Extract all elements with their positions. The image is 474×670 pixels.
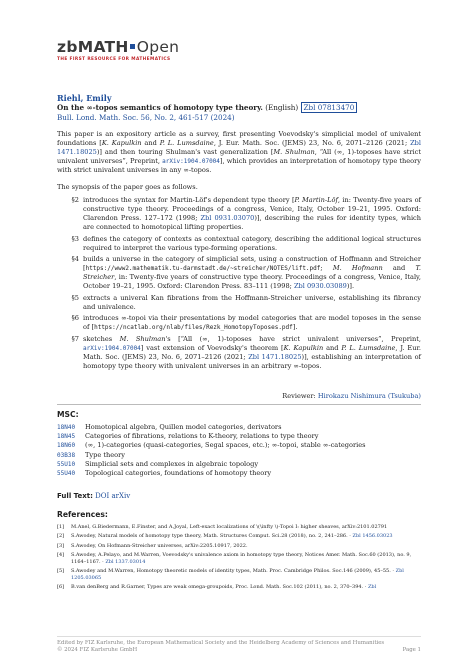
zbl-link[interactable]: Zbl 1456.03023 <box>352 533 393 540</box>
section-description <box>83 294 421 312</box>
cited-author: T. Streicher <box>83 264 421 282</box>
text-run: S.Awodey, Natural models of homotopy type theory, Math. Structures Comput. Sci.28 (2018), no. 2, 241–286. · <box>71 533 353 540</box>
section-number: §3 <box>71 234 79 243</box>
text-run: , J. Eur. Math. Soc. (JEMS) 23, No. 6, 2071–2126 (2021; <box>213 139 411 147</box>
zbl-link[interactable]: Zbl 0931.03070 <box>200 214 255 222</box>
synopsis-item <box>57 196 421 232</box>
logo-brand-suffix: Open <box>136 38 180 56</box>
title-line <box>57 103 357 112</box>
msc-code-link[interactable]: 03B38 <box>57 451 76 459</box>
url-text: https://www2.mathematik.tu-darmstadt.de/~streicher/NOTES/lift.pdf <box>85 265 321 273</box>
synopsis-item <box>57 335 421 371</box>
footer-page-number: Page 1 <box>402 647 421 653</box>
msc-code-link[interactable]: 18N60 <box>57 442 76 450</box>
synopsis-item <box>57 235 421 253</box>
arxiv-link[interactable]: arXiv <box>111 492 131 500</box>
logo-brand: zbMATH <box>57 38 129 56</box>
synopsis-list <box>57 196 421 374</box>
text-run: extracts a univeral Kan fibrations from the Hoffmann-Streicher universe, establishing its fibrancy and univalence. <box>83 293 421 311</box>
msc-code-link[interactable]: 18N45 <box>57 433 76 441</box>
author-name[interactable]: Riehl, Emily <box>57 93 112 103</box>
cited-author: K. Kapulkin <box>101 139 142 147</box>
section-number: §4 <box>71 255 79 264</box>
page-footer <box>57 640 421 654</box>
reference-text <box>71 552 421 565</box>
text-run: S.Awodey and M.Warren, Homotopy theoretic models of identity types, Math. Proc. Cambridge Philos. Soc.146 (2009), 45–55. · <box>71 568 396 575</box>
zbl-link[interactable]: Zbl 1205.03065 <box>71 568 404 581</box>
msc-description: Type theory <box>85 450 125 459</box>
msc-code-link[interactable]: 18N40 <box>57 424 76 431</box>
footer-divider <box>57 636 421 637</box>
text-run: builds a universe in the category of simplicial sets, using a construction of Hoffmann and Streicher [ <box>83 255 421 273</box>
reference-text <box>71 524 421 530</box>
reference-item <box>57 552 421 565</box>
cited-author: M. Shulman <box>273 148 315 156</box>
text-run: and <box>323 343 342 352</box>
doi-link[interactable]: DOI <box>95 492 110 500</box>
synopsis-item <box>57 294 421 312</box>
msc-description: Simplicial sets and complexes in algebraic topology <box>85 459 259 468</box>
zbl-id-link[interactable]: Zbl 07813470 <box>301 102 358 113</box>
section-number: §6 <box>71 314 79 323</box>
reference-item <box>57 584 421 590</box>
reference-text <box>71 543 421 549</box>
text-run: introduces the syntax for Martin-Löf's dependent type theory [ <box>83 196 295 204</box>
text-run: 's [“All (∞, 1)-toposes have strict univalent universes”, Preprint, <box>165 334 421 343</box>
msc-description: (∞, 1)-categories (quasi-categories, Segal spaces, etc.); ∞-topoi, stable ∞-categories <box>85 441 366 450</box>
full-text-line <box>57 492 130 500</box>
footer-copyright: © 2024 FIZ Karlsruhe GmbH <box>57 647 138 653</box>
reference-text <box>71 584 421 590</box>
text-run: This paper is an expository article as a survey, first presenting Voevodsky's simplicial model of univalent foundations [ <box>57 130 421 147</box>
reference-number: [4] <box>57 552 65 559</box>
msc-row <box>57 423 366 432</box>
text-run: , in: Twenty-five years of constructive type theory. Proceedings of a congress, Venice, Italy, October 19–21, 1995. Oxford: Clarendon Press. 83–111 (1998; <box>83 273 421 291</box>
text-run: S.Awodey, On Hofmann-Streicher universes, arXiv:2205.10917, 2022. <box>71 542 248 549</box>
text-run: defines the category of contexts as contextual category, describing the additional logical structures required to interpret the various type-forming operations. <box>83 234 421 252</box>
text-run: B.van denBerg and R.Garner, Types are weak omega-groupoids, Proc. Lond. Math. Soc.102 (2011), no. 2, 370–394. · <box>71 584 368 591</box>
section-number: §2 <box>71 196 79 204</box>
reference-item <box>57 543 421 549</box>
text-run: ]. <box>292 323 298 332</box>
footer-editor-line: Edited by FIZ Karlsruhe, the European Mathematical Society and the Heidelberg Academy of Sciences and Humanities <box>57 640 385 646</box>
logo-wordmark <box>57 38 179 56</box>
reviewer-label: Reviewer: <box>282 392 316 400</box>
paper-title: On the ∞-topos semantics of homotopy type theory. <box>57 103 263 112</box>
section-description <box>83 235 421 253</box>
text-run: introduces ∞-topoi via their presentations by model categories that are model toposes in the sense of [ <box>83 314 421 332</box>
logo-tagline: THE FIRST RESOURCE FOR MATHEMATICS <box>57 57 171 62</box>
reference-text <box>71 568 421 581</box>
msc-row <box>57 432 366 441</box>
cited-author: M. Shulman <box>119 334 166 343</box>
synopsis-item <box>57 255 421 291</box>
cited-author: P. L. Lumsdaine <box>159 139 214 147</box>
zbl-link[interactable]: Zbl 1471.18025 <box>248 352 302 361</box>
review-paragraph-synopsis: The synopsis of the paper goes as follows. <box>57 183 198 191</box>
cited-author: K. Kapulkin <box>283 343 324 352</box>
reference-number: [5] <box>57 568 65 575</box>
reference-item <box>57 568 421 581</box>
section-description <box>83 255 421 291</box>
zbl-link[interactable]: Zbl 1337.03014 <box>105 558 146 565</box>
zbl-link[interactable]: Zbl 0930.03089 <box>293 282 347 291</box>
text-run: M.Anel, G.Biedermann, E.Finster, and A.Joyal, Left-exact localizations of \(\infty \)-Topoi I: higher sheaves, arXiv:2101.02791 <box>71 524 388 530</box>
text-run: and <box>382 264 416 273</box>
msc-code-link[interactable]: 55U40 <box>57 470 76 478</box>
review-paragraph-intro <box>57 130 421 175</box>
section-number: §5 <box>71 293 79 302</box>
text-run: ] vast extension of Voevodsky's theorem [ <box>140 343 284 352</box>
msc-heading: MSC: <box>57 410 79 419</box>
synopsis-item <box>57 314 421 332</box>
zbl-link[interactable]: arXiv:1904.07004 <box>83 344 141 352</box>
reference-item <box>57 524 421 530</box>
cited-author: P. Martin-Löf <box>294 196 338 204</box>
text-run: )] and then touring Shulman's vast generalization [ <box>96 148 274 156</box>
msc-description: Topological categories, foundations of homotopy theory <box>85 469 272 478</box>
text-run: ], which provides an interpretation of homotopy type theory with strict univalent universes in any ∞-topos. <box>57 157 422 174</box>
section-description <box>83 196 421 232</box>
text-run: ; <box>320 264 333 273</box>
msc-row <box>57 451 366 460</box>
cited-author: P. L. Lumsdaine <box>341 343 396 352</box>
zbmath-logo <box>57 38 179 62</box>
reference-number: [6] <box>57 584 65 591</box>
section-number: §7 <box>71 334 79 343</box>
text-run: , “All (∞, 1)-toposes have strict univalent universes”, Preprint, <box>57 148 422 165</box>
paper-language: (English) <box>265 103 299 112</box>
reference-number: [1] <box>57 524 65 530</box>
zbl-link[interactable]: arXiv:1904.07004 <box>162 158 220 165</box>
msc-code-link[interactable]: 55U10 <box>57 460 76 468</box>
logo-square-icon <box>130 44 135 49</box>
text-run: sketches <box>83 334 120 343</box>
text-run: , J. Eur. Math. Soc. (JEMS) 23, No. 6, 2071–2126 (2021; <box>83 343 421 361</box>
msc-row <box>57 441 366 450</box>
text-run: S.Awodey, A.Pelayo, and M.Warren, Voevodsky's univalence axiom in homotopy type theory, Notices Amer. Math. Soc.60 (2013), no. 9, 1164–1167. · <box>71 552 412 565</box>
text-run: )], establishing an interpretation of homotopy type theory with univalent universes in an arbitrary ∞-topos. <box>83 352 421 370</box>
reference-number: [3] <box>57 542 65 549</box>
reference-number: [2] <box>57 533 65 540</box>
text-run: , in: Twenty-five years of constructive type theory. Proceedings of a congress, Venice, Italy, October 19–21, 1995. Oxford: Clarendon Press. 127–172 (1998; <box>83 196 421 222</box>
divider <box>57 404 421 405</box>
msc-description: Homotopical algebra, Quillen model categories, derivators <box>85 423 282 431</box>
reviewer-line <box>282 392 421 400</box>
cited-author: M. Hofmann <box>332 264 383 273</box>
msc-row <box>57 460 366 469</box>
reference-item <box>57 533 421 539</box>
text-run: and <box>141 139 160 147</box>
section-description <box>83 314 421 332</box>
full-text-label: Full Text: <box>57 492 93 500</box>
references-heading: References: <box>57 510 108 519</box>
reviewer-link[interactable]: Hirokazu Nishimura (Tsukuba) <box>317 392 421 400</box>
text-run: )], describing the rules for identity types, which are connected to homotopical lifting properties. <box>83 214 421 231</box>
msc-list <box>57 423 366 478</box>
zbl-link[interactable]: Zbl 1471.18025 <box>57 139 421 156</box>
reference-text <box>71 533 421 539</box>
journal-reference[interactable]: Bull. Lond. Math. Soc. 56, No. 2, 461-517 (2024) <box>57 113 235 122</box>
text-run: )]. <box>346 282 355 291</box>
msc-row <box>57 469 366 478</box>
url-text: https://ncatlab.org/nlab/files/Rezk_HomotopyToposes.pdf <box>94 324 293 332</box>
zbl-link[interactable]: Zbl <box>367 584 377 591</box>
references-list <box>57 524 421 594</box>
section-description <box>83 335 421 371</box>
msc-description: Categories of fibrations, relations to K-theory, relations to type theory <box>85 432 319 441</box>
